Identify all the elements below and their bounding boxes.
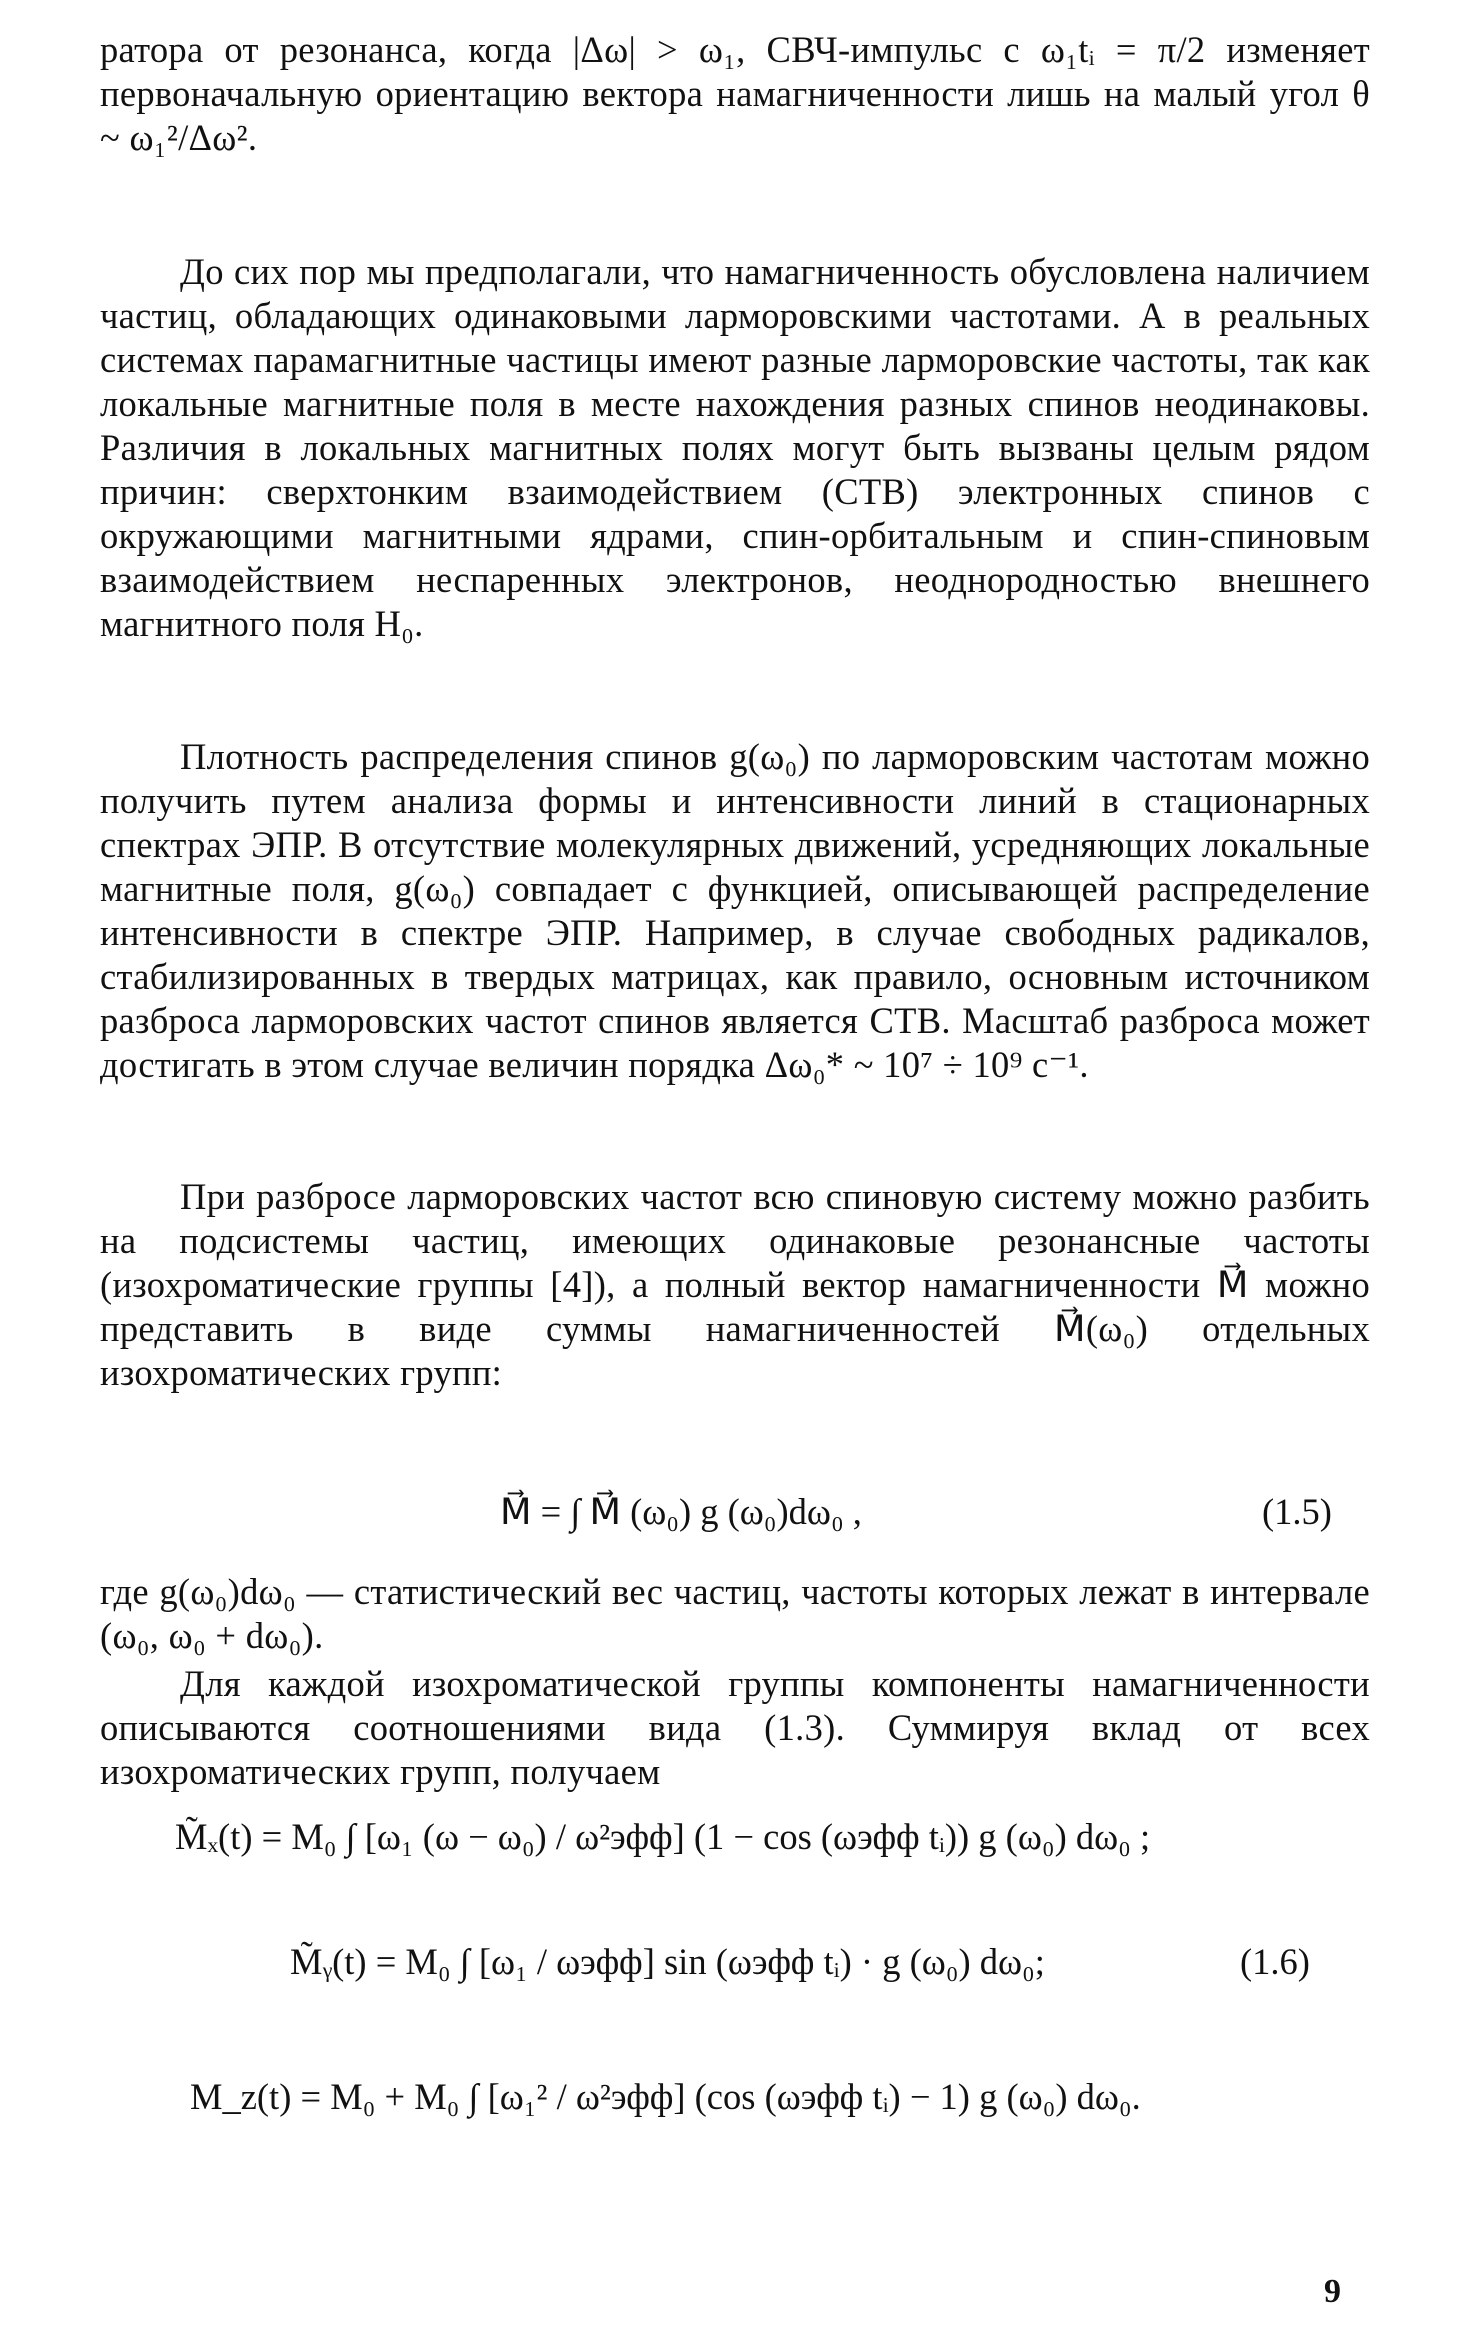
intro-paragraph-text: ратора от резонанса, когда |Δω| > ω₁, СВЧ-импульс с ω₁tᵢ = π/2 изменяет первоначальную ориентацию вектора намагниченности лишь на малый угол θ ~ ω₁²/Δω². (100, 29, 1370, 158)
equation-1-6-number: (1.6) (1240, 1941, 1310, 1982)
intro-paragraph (100, 28, 1370, 160)
paragraph-4-text: При разбросе ларморовских частот всю спиновую систему можно разбить на подсистемы частиц, имеющих одинаковые резонансные частоты (изохроматические группы [4]), а полный вектор намагниченности M⃗ можно представить в виде суммы намагниченностей M⃗(ω₀) отдельных изохроматических групп: (100, 1176, 1370, 1393)
paragraph-2 (100, 250, 1370, 646)
equation-1-5-number: (1.5) (1262, 1491, 1332, 1532)
equation-1-5: M⃗ = ∫ M⃗ (ω₀) g (ω₀)dω₀ , (500, 1491, 862, 1532)
paragraph-5 (100, 1570, 1370, 1658)
equation-1-6-y: M̃ᵧ(t) = M₀ ∫ [ω₁ / ωэфф] sin (ωэфф tᵢ) · g (ω₀) dω₀; (290, 1941, 1045, 1982)
equation-1-6-x: M̃ₓ(t) = M₀ ∫ [ω₁ (ω − ω₀) / ω²эфф] (1 − cos (ωэфф tᵢ)) g (ω₀) dω₀ ; (175, 1816, 1151, 1857)
paragraph-5-text: где g(ω₀)dω₀ — статистический вес частиц, частоты которых лежат в интервале (ω₀, ω₀ + dω₀). (100, 1571, 1370, 1656)
page-number: 9 (1324, 2273, 1341, 2310)
paragraph-3-text: Плотность распределения спинов g(ω₀) по ларморовским частотам можно получить путем анализа формы и интенсивности линий в стационарных спектрах ЭПР. В отсутствие молекулярных движений, усредняющих локальные магнитные поля, g(ω₀) совпадает с функцией, описывающей распределение интенсивности в спектре ЭПР. Например, в случае свободных радикалов, стабилизированных в твердых матрицах, как правило, основным источником разброса ларморовских частот спинов является СТВ. Масштаб разброса может достигать в этом случае величин порядка Δω₀* ~ 10⁷ ÷ 10⁹ с⁻¹. (100, 736, 1370, 1085)
paragraph-3 (100, 735, 1370, 1087)
paragraph-4 (100, 1175, 1370, 1395)
equation-1-6-z: M_z(t) = M₀ + M₀ ∫ [ω₁² / ω²эфф] (cos (ωэфф tᵢ) − 1) g (ω₀) dω₀. (190, 2076, 1141, 2117)
paragraph-6 (100, 1662, 1370, 1794)
paragraph-2-text: До сих пор мы предполагали, что намагниченность обусловлена наличием частиц, обладающих одинаковыми ларморовскими частотами. А в реальных системах парамагнитные частицы имеют разные ларморовские частоты, так как локальные магнитные поля в месте нахождения разных спинов неодинаковы. Различия в локальных магнитных полях могут быть вызваны целым рядом причин: сверхтонким взаимодействием (СТВ) электронных спинов с окружающими магнитными ядрами, спин-орбитальным и спин-спиновым взаимодействием неспаренных электронов, неоднородностью внешнего магнитного поля H₀. (100, 251, 1370, 644)
paragraph-6-text: Для каждой изохроматической группы компоненты намагниченности описываются соотношениями вида (1.3). Суммируя вклад от всех изохроматических групп, получаем (100, 1663, 1370, 1792)
